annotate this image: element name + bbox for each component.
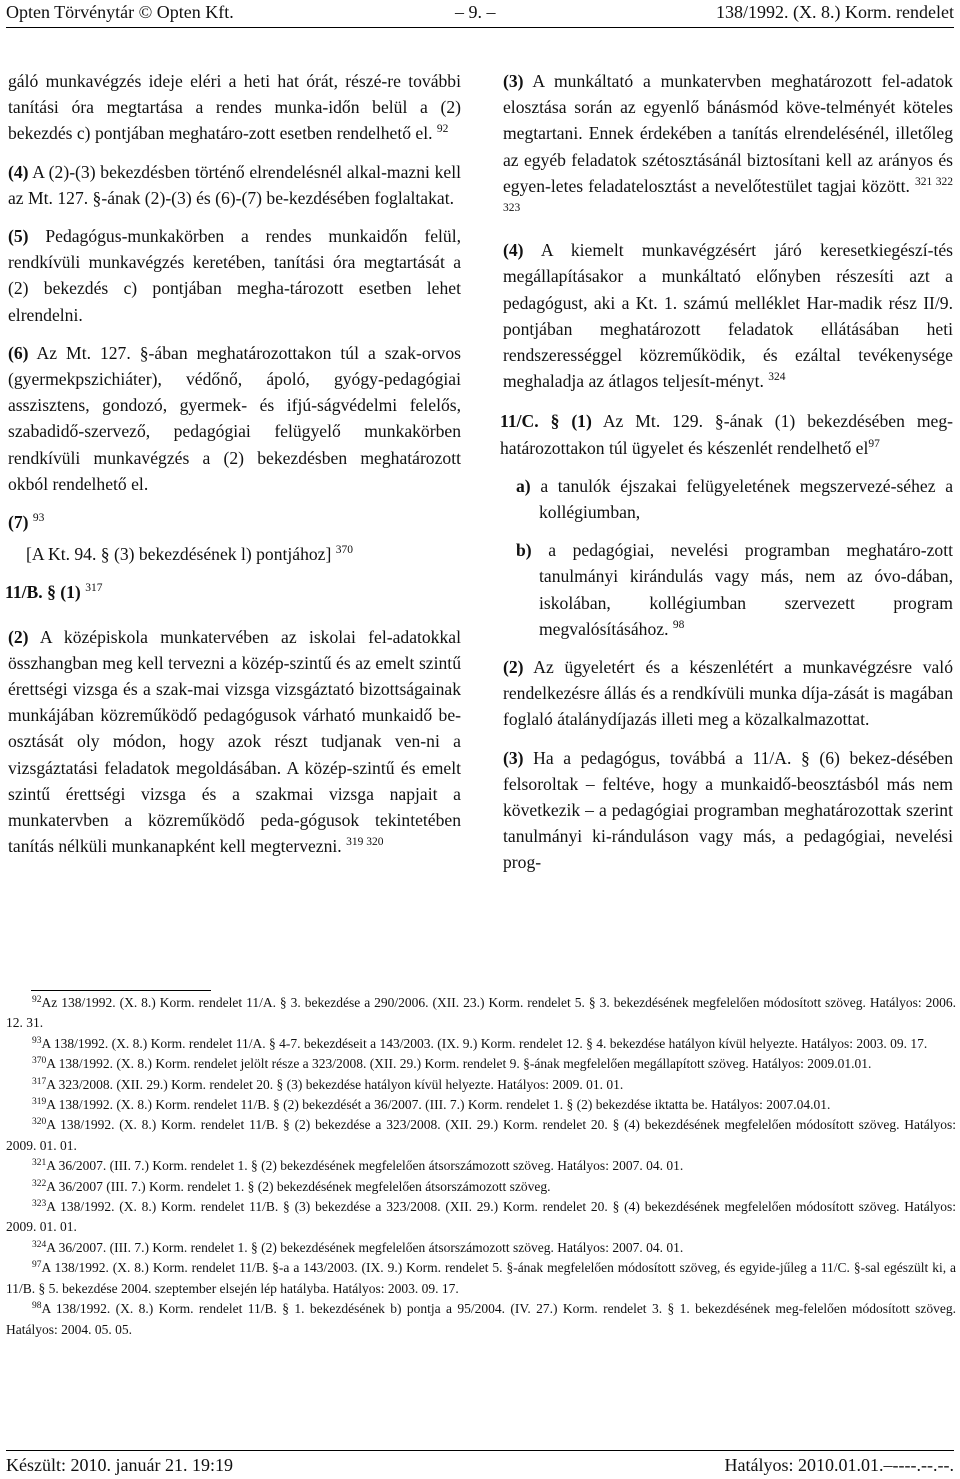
section-11b-heading (5, 579, 461, 605)
footnote-text: A 138/1992. (X. 8.) Korm. rendelet 11/B. § (3) bekezdése a 323/2008. (XII. 29.) Korm. rendelet 20. § (4) bekezdésének megfelelően módosított szöveg. Hatályos: 2009. 01. 01. (6, 1199, 956, 1235)
footnote-ref[interactable]: 370 (335, 544, 354, 557)
footnote (6, 1299, 956, 1340)
paragraph-6 (8, 340, 461, 497)
paragraph-continuation (8, 68, 461, 147)
footnote-ref[interactable]: 319 320 (346, 836, 384, 849)
footnote (6, 1238, 956, 1258)
header-right: 138/1992. (X. 8.) Korm. rendelet (716, 2, 954, 22)
footnote-text: Az 138/1992. (X. 8.) Korm. rendelet 11/A. § 3. bekezdése a 290/2006. (XII. 23.) Korm. rendelet 5. § 3. bekezdésének megfelelően módosított szöveg. Hatályos: 2006. 12. 31. (6, 995, 956, 1031)
footnote-text: A 138/1992. (X. 8.) Korm. rendelet 11/B. § (2) bekezdése a 323/2008. (XII. 29.) Korm. rendelet 20. § (4) bekezdésének megfelelően módosított szöveg. Hatályos: 2009. 01. 01. (6, 1117, 956, 1153)
item-label: b) (516, 540, 532, 561)
paragraph-text: Pedagógus-munkakörben a rendes munkaidőn felül, rendkívüli munkavégzés keretében, tanítási óra megtartását a (2) bekezdés c) pontjában megha-tározott esetben lehet elrendelni. (8, 226, 461, 325)
paragraph-text: Az ügyeletért és a készenlétért a munkavégzésre való rendelkezésre állás és a rendkívüli munka díja-zását is magában foglaló átalánydíjazás illeti meg a közalkalmazottat. (503, 657, 953, 730)
footnote (6, 1156, 956, 1176)
footnote (6, 993, 956, 1034)
paragraph-text: A kiemelt munkavégzésért járó keresetkiegészí-tés megállapításakor a munkáltató előnyben részesíti azt a pedagógust, aki a Kt. 1. számú melléklet Har-madik rész II/9. pontjában meghatározott feladatok ellátásában heti rendszerességgel közreműködik, és ezáltal tevékenysége meghaladja az átlagos teljesít-ményt. (503, 240, 953, 392)
paragraph-4 (503, 237, 953, 394)
list-item-a (516, 473, 954, 525)
footnote-number: 320 (32, 1117, 47, 1128)
footnote-number: 370 (32, 1056, 47, 1067)
paragraph-text: gáló munkavégzés ideje eléri a heti hat órát, részé-re további tanítási óra megtartása a rendes munka-időn belül a (2) bekezdés c) pontjában meghatáro-zott esetben rendelhető el. (8, 71, 461, 144)
footnote-text: A 138/1992. (X. 8.) Korm. rendelet 11/A. § 4-7. bekezdéseit a 143/2003. (IX. 9.) Korm. rendelet 12. § 4. bekezdése hatályon kívül helyezte. Hatályos: 2003. 09. 17. (41, 1035, 928, 1051)
left-column (5, 68, 461, 859)
paragraph-3 (503, 68, 953, 225)
header-page-number: – 9. – (455, 2, 496, 22)
paragraph-number: § (1) (47, 582, 81, 603)
paragraph-7 (8, 509, 461, 535)
paragraph-number: § (1) (550, 411, 592, 432)
footnote-number: 92 (32, 995, 42, 1005)
footnote-number: 324 (32, 1239, 47, 1250)
footnote-number: 97 (32, 1260, 42, 1271)
paragraph-text: Az Mt. 129. §-ának (1) bekezdésében meg-határozottakon túl ügyelet és készenlét rendelhető el (500, 411, 953, 458)
paragraph-number: (3) (503, 747, 524, 768)
header-left: Opten Törvénytár © Opten Kft. (6, 2, 234, 22)
footnote-number: 323 (32, 1199, 47, 1210)
footer-rule (6, 1450, 954, 1451)
footnote-number: 322 (32, 1178, 47, 1189)
paragraph-4 (8, 159, 461, 211)
footnote-ref[interactable]: 317 (85, 582, 103, 595)
paragraph-3b (503, 745, 953, 876)
footnote-text: A 138/1992. (X. 8.) Korm. rendelet 11/B. § (2) bekezdését a 36/2007. (III. 7.) Korm. rendelet 1. § (2) bekezdése iktatta be. Hatályos: 2007.04.01. (46, 1097, 831, 1113)
footnote-ref[interactable]: 93 (32, 512, 45, 525)
footnote-text: A 138/1992. (X. 8.) Korm. rendelet jelölt része a 323/2008. (XII. 29.) Korm. rendelet 9. §-ának megfelelően megállapított szöveg. Hatályos: 2009.01.01. (46, 1056, 872, 1072)
footnote-number: 317 (32, 1076, 47, 1087)
paragraph-text: A (2)-(3) bekezdésben történő elrendelésnél alkal-mazni kell az Mt. 127. §-ának (2)-(3) és (6)-(7) be-kezdésében foglaltakat. (8, 161, 461, 208)
footer-left: Készült: 2010. január 21. 19:19 (6, 1455, 233, 1475)
footnote-number: 319 (32, 1097, 47, 1108)
footnote-ref[interactable]: 321 322 323 (503, 175, 953, 215)
list-item-b (516, 537, 953, 642)
paragraph-text: A munkáltató a munkatervben meghatározott fel-adatok elosztása során az egyenlő bánásmód köve-telményét köteles megtartani. Ennek érdekében a tanítás elrendelésénél, illetőleg az egyéb feladatok szétosztásánál biztosítani kell az arányos és egyen-letes feladatelosztást a nevelőtestület tagjai között. (503, 71, 953, 196)
section-11c-paragraph-1 (500, 408, 953, 460)
paragraph-2 (503, 654, 953, 733)
paragraph-number: (7) (8, 512, 29, 533)
footnote (6, 1258, 956, 1299)
item-label: a) (516, 475, 531, 496)
paragraph-text: Ha a pedagógus, továbbá a 11/A. § (6) bekez-désében felsoroltak – feltéve, hogy a munkaidő-beosztásból más nem következik – a pedagógiai programban meghatározottak szerint tanulmányi ki-ránduláson vagy más, a pedagógiai, nevelési prog- (503, 747, 953, 873)
footnote-ref[interactable]: 324 (768, 371, 786, 384)
paragraph-number: (5) (8, 226, 29, 247)
page-header (0, 0, 960, 30)
paragraph-number: (4) (8, 161, 29, 182)
footnote-text: A 138/1992. (X. 8.) Korm. rendelet 11/B. § 1. bekezdésének b) pontja a 95/2004. (IV. 27.) Korm. rendelet 3. § 1. bekezdésének meg-felelően módosított szöveg. Hatályos: 2004. 05. 05. (6, 1301, 956, 1337)
paragraph-text: Az Mt. 127. §-ában meghatározottakon túl a szak-orvos (gyermekpszichiáter), védőnő, ápoló, gyógy-pedagógiai asszisztens, gondozó, gyermek- és ifjú-ságvédelmi felelős, szabadidő-szervező, pedagógiai felügyelő munkakörben rendkívüli munkavégzés a (2) bekezdésben meghatározott okból rendelhető el. (8, 342, 461, 494)
paragraph-5 (8, 223, 461, 328)
footnote-text: A 323/2008. (XII. 29.) Korm. rendelet 20. § (3) bekezdése hatályon kívül helyezte. Hatályos: 2009. 01. 01. (46, 1076, 624, 1092)
header-rule (6, 27, 954, 28)
footer-right: Hatályos: 2010.01.01.–----.--.--. (724, 1455, 954, 1475)
footnote (6, 1054, 956, 1074)
paragraph-number: (3) (503, 71, 524, 91)
paragraph-number: (6) (8, 342, 29, 363)
footnote-separator (31, 990, 211, 991)
footnote (6, 1095, 956, 1115)
footnote (6, 1177, 956, 1197)
paragraph-7-repealed (26, 541, 461, 567)
footnote (6, 1034, 956, 1054)
footnote-text: A 36/2007. (III. 7.) Korm. rendelet 1. § (2) bekezdésének megfelelően átsorszámozott szöveg. Hatályos: 2007. 04. 01. (46, 1158, 684, 1174)
paragraph-text: A középiskola munkatervében az iskolai fel-adatokkal összhangban meg kell tervezni a közép-szintű és az emelt szintű érettségi vizsga és a szak-mai vizsga vizsgáztató bizottságainak munkájában közreműködő pedagógusok várható munkaidő be-osztását oly módon, hogy azok részt tudjanak ven-ni a vizsgáztatási feladatok megoldásában. A közép-szintű és emelt szintű érettségi vizsga és a szakmai vizsga napjait a munkatervben a közreműködő peda-gógusok tekintetében tanítás nélküli munkanapként kell megtervezni. (8, 626, 461, 857)
paragraph-number: (2) (503, 657, 524, 678)
footnote-number: 98 (32, 1301, 42, 1312)
section-11b-paragraph-2 (8, 624, 461, 860)
section-title: 11/C. (500, 411, 539, 432)
footnote-text: A 36/2007. (III. 7.) Korm. rendelet 1. § (2) bekezdésének megfelelően átsorszámozott szöveg. Hatályos: 2007. 04. 01. (46, 1239, 684, 1255)
footnote (6, 1075, 956, 1095)
footnote (6, 1197, 956, 1238)
footnote-text: A 36/2007 (III. 7.) Korm. rendelet 1. § (2) bekezdésének megfelelően átsorszámozott szöveg. (46, 1178, 551, 1194)
footnote-ref[interactable]: 97 (868, 437, 880, 450)
footnote-ref[interactable]: 98 (672, 618, 685, 631)
section-title: 11/B. (5, 582, 43, 603)
item-text: a pedagógiai, nevelési programban meghatáro-zott tanulmányi kirándulás vagy más, nem az óvo-dában, iskolában, kollégiumban szervezett program megvalósításához. (539, 540, 953, 639)
footnote-number: 93 (32, 1035, 42, 1046)
paragraph-number: (4) (503, 240, 524, 261)
footnotes (6, 990, 956, 1340)
footnote-text: A 138/1992. (X. 8.) Korm. rendelet 11/B. §-a a 143/2003. (IX. 9.) Korm. rendelet 5. §-ának megfelelően módosított szöveg, és egyide-jűleg a 11/C. §-sal egészült ki, a 11/B. § 5. bekezdése 2004. szeptember elsején lép hatályba. Hatályos: 2003. 09. 17. (6, 1260, 956, 1296)
paragraph-text: [A Kt. 94. § (3) bekezdésének l) pontjához] (26, 544, 332, 565)
item-text: a tanulók éjszakai felügyeletének megszervezé-séhez a kollégiumban, (539, 475, 954, 523)
footnote (6, 1115, 956, 1156)
footnote-ref[interactable]: 92 (436, 123, 449, 136)
right-column (500, 68, 954, 876)
paragraph-number: (2) (8, 626, 29, 647)
footnote-number: 321 (32, 1158, 47, 1169)
